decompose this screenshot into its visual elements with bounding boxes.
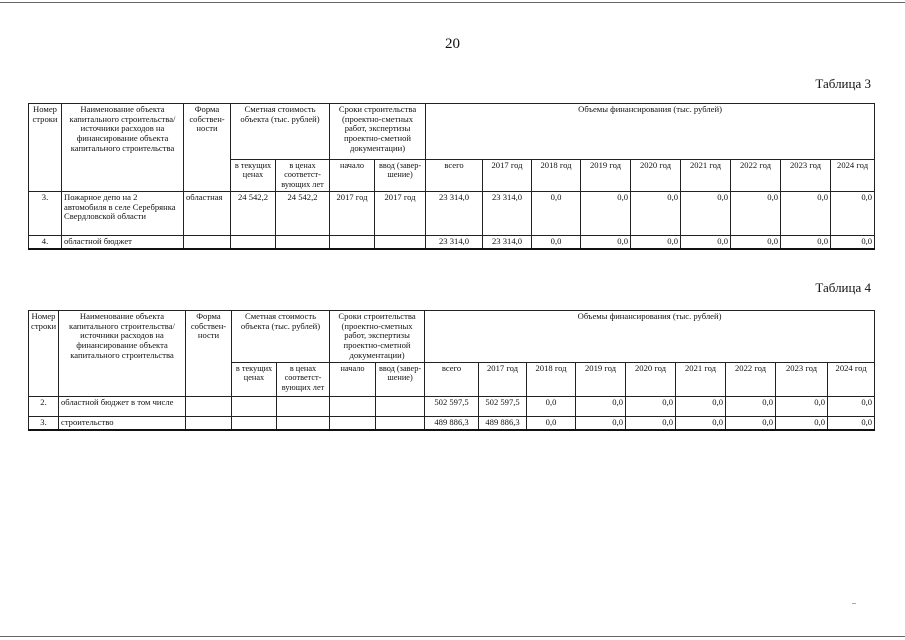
row-start: 2017 год xyxy=(330,192,375,236)
row-current-price xyxy=(231,236,276,249)
row-year-value: 0,0 xyxy=(831,236,875,249)
header-start: начало xyxy=(330,160,375,192)
header-year: 2020 год xyxy=(631,160,681,192)
row-year-value: 0,0 xyxy=(676,397,726,417)
row-year-value: 0,0 xyxy=(527,397,576,417)
row-ownership xyxy=(186,397,232,417)
header-year: 2024 год xyxy=(831,160,875,192)
header-year: 2018 год xyxy=(527,363,576,397)
row-year-value: 0,0 xyxy=(828,397,875,417)
scan-edge-top xyxy=(0,2,905,3)
row-start xyxy=(330,417,376,430)
table-row xyxy=(29,417,875,430)
row-total: 23 314,0 xyxy=(426,236,483,249)
row-year-value: 0,0 xyxy=(726,417,776,430)
row-year-value: 0,0 xyxy=(576,417,626,430)
row-year-value: 0,0 xyxy=(726,397,776,417)
header-year: 2022 год xyxy=(726,363,776,397)
row-year-value: 0,0 xyxy=(631,236,681,249)
header-commissioning: ввод (завер- шение) xyxy=(375,160,426,192)
scan-speck xyxy=(852,603,856,604)
header-current-prices: в текущих ценах xyxy=(231,160,276,192)
row-year-value: 502 597,5 xyxy=(479,397,527,417)
row-ownership: областная xyxy=(184,192,231,236)
header-year: 2019 год xyxy=(576,363,626,397)
header-ownership: Форма собствен- ности xyxy=(184,104,231,192)
header-financing: Объемы финансирования (тыс. рублей) xyxy=(426,104,875,160)
row-current-price xyxy=(232,397,277,417)
scan-edge-bottom xyxy=(0,636,905,637)
row-year-value: 0,0 xyxy=(681,236,731,249)
table-4 xyxy=(28,310,875,431)
row-start xyxy=(330,236,375,249)
header-year: 2017 год xyxy=(483,160,532,192)
table-row xyxy=(29,192,875,236)
row-year-value: 0,0 xyxy=(626,417,676,430)
row-current-price: 24 542,2 xyxy=(231,192,276,236)
row-year-value: 23 314,0 xyxy=(483,236,532,249)
row-total: 23 314,0 xyxy=(426,192,483,236)
row-year-value: 0,0 xyxy=(781,236,831,249)
header-start: начало xyxy=(330,363,376,397)
header-commissioning: ввод (завер- шение) xyxy=(376,363,425,397)
row-year-value: 0,0 xyxy=(776,397,828,417)
row-current-price xyxy=(232,417,277,430)
row-year-value: 0,0 xyxy=(828,417,875,430)
header-total: всего xyxy=(426,160,483,192)
header-row-no: Номер строки xyxy=(29,104,62,192)
header-object-name: Наименование объекта капитального строительства/ источники расходов на финансирование объекта капитального строительства xyxy=(59,311,186,397)
row-respective-price: 24 542,2 xyxy=(276,192,330,236)
row-year-value: 489 886,3 xyxy=(479,417,527,430)
row-ownership xyxy=(184,236,231,249)
row-year-value: 0,0 xyxy=(532,236,581,249)
header-financing: Объемы финансирования (тыс. рублей) xyxy=(425,311,875,363)
row-respective-price xyxy=(277,397,330,417)
row-number: 2. xyxy=(29,397,59,417)
header-respective-prices: в ценах соответст- вующих лет xyxy=(276,160,330,192)
row-year-value: 0,0 xyxy=(581,236,631,249)
row-respective-price xyxy=(276,236,330,249)
row-year-value: 0,0 xyxy=(626,397,676,417)
header-year: 2022 год xyxy=(731,160,781,192)
row-year-value: 0,0 xyxy=(781,192,831,236)
header-ownership: Форма собствен- ности xyxy=(186,311,232,397)
table-row xyxy=(29,236,875,249)
header-year: 2021 год xyxy=(676,363,726,397)
row-number: 3. xyxy=(29,192,62,236)
row-start xyxy=(330,397,376,417)
header-object-name: Наименование объекта капитального строительства/ источники расходов на финансирование объекта капитального строительства xyxy=(62,104,184,192)
header-year: 2023 год xyxy=(776,363,828,397)
row-number: 4. xyxy=(29,236,62,249)
header-row-no: Номер строки xyxy=(29,311,59,397)
row-year-value: 0,0 xyxy=(681,192,731,236)
row-name: областной бюджет xyxy=(62,236,184,249)
row-year-value: 0,0 xyxy=(831,192,875,236)
header-year: 2017 год xyxy=(479,363,527,397)
header-year: 2024 год xyxy=(828,363,875,397)
row-name: областной бюджет в том числе xyxy=(59,397,186,417)
row-year-value: 0,0 xyxy=(576,397,626,417)
row-end xyxy=(376,397,425,417)
header-estimate: Сметная стоимость объекта (тыс. рублей) xyxy=(232,311,330,363)
row-total: 489 886,3 xyxy=(425,417,479,430)
row-number: 3. xyxy=(29,417,59,430)
row-name: строительство xyxy=(59,417,186,430)
table-4-caption: Таблица 4 xyxy=(815,280,871,295)
row-year-value: 0,0 xyxy=(676,417,726,430)
row-end: 2017 год xyxy=(375,192,426,236)
row-year-value: 0,0 xyxy=(731,192,781,236)
header-respective-prices: в ценах соответст- вующих лет xyxy=(277,363,330,397)
row-year-value: 0,0 xyxy=(731,236,781,249)
header-current-prices: в текущих ценах xyxy=(232,363,277,397)
table-3 xyxy=(28,103,875,250)
header-year: 2021 год xyxy=(681,160,731,192)
row-year-value: 0,0 xyxy=(776,417,828,430)
header-construction-terms: Сроки строительства (проектно-сметных работ, экспертизы проектно-сметной документации) xyxy=(330,104,426,160)
row-respective-price xyxy=(277,417,330,430)
row-end xyxy=(376,417,425,430)
header-year: 2023 год xyxy=(781,160,831,192)
row-name: Пожарное депо на 2 автомобиля в селе Серебрянка Свердловской области xyxy=(62,192,184,236)
row-year-value: 0,0 xyxy=(527,417,576,430)
page-number: 20 xyxy=(445,36,460,52)
row-year-value: 0,0 xyxy=(532,192,581,236)
header-total: всего xyxy=(425,363,479,397)
row-year-value: 23 314,0 xyxy=(483,192,532,236)
header-year: 2019 год xyxy=(581,160,631,192)
row-year-value: 0,0 xyxy=(631,192,681,236)
table-3-caption: Таблица 3 xyxy=(815,76,871,91)
row-year-value: 0,0 xyxy=(581,192,631,236)
row-ownership xyxy=(186,417,232,430)
header-year: 2020 год xyxy=(626,363,676,397)
table-row xyxy=(29,397,875,417)
row-total: 502 597,5 xyxy=(425,397,479,417)
header-estimate: Сметная стоимость объекта (тыс. рублей) xyxy=(231,104,330,160)
header-year: 2018 год xyxy=(532,160,581,192)
row-end xyxy=(375,236,426,249)
header-construction-terms: Сроки строительства (проектно-сметных работ, экспертизы проектно-сметной документации) xyxy=(330,311,425,363)
